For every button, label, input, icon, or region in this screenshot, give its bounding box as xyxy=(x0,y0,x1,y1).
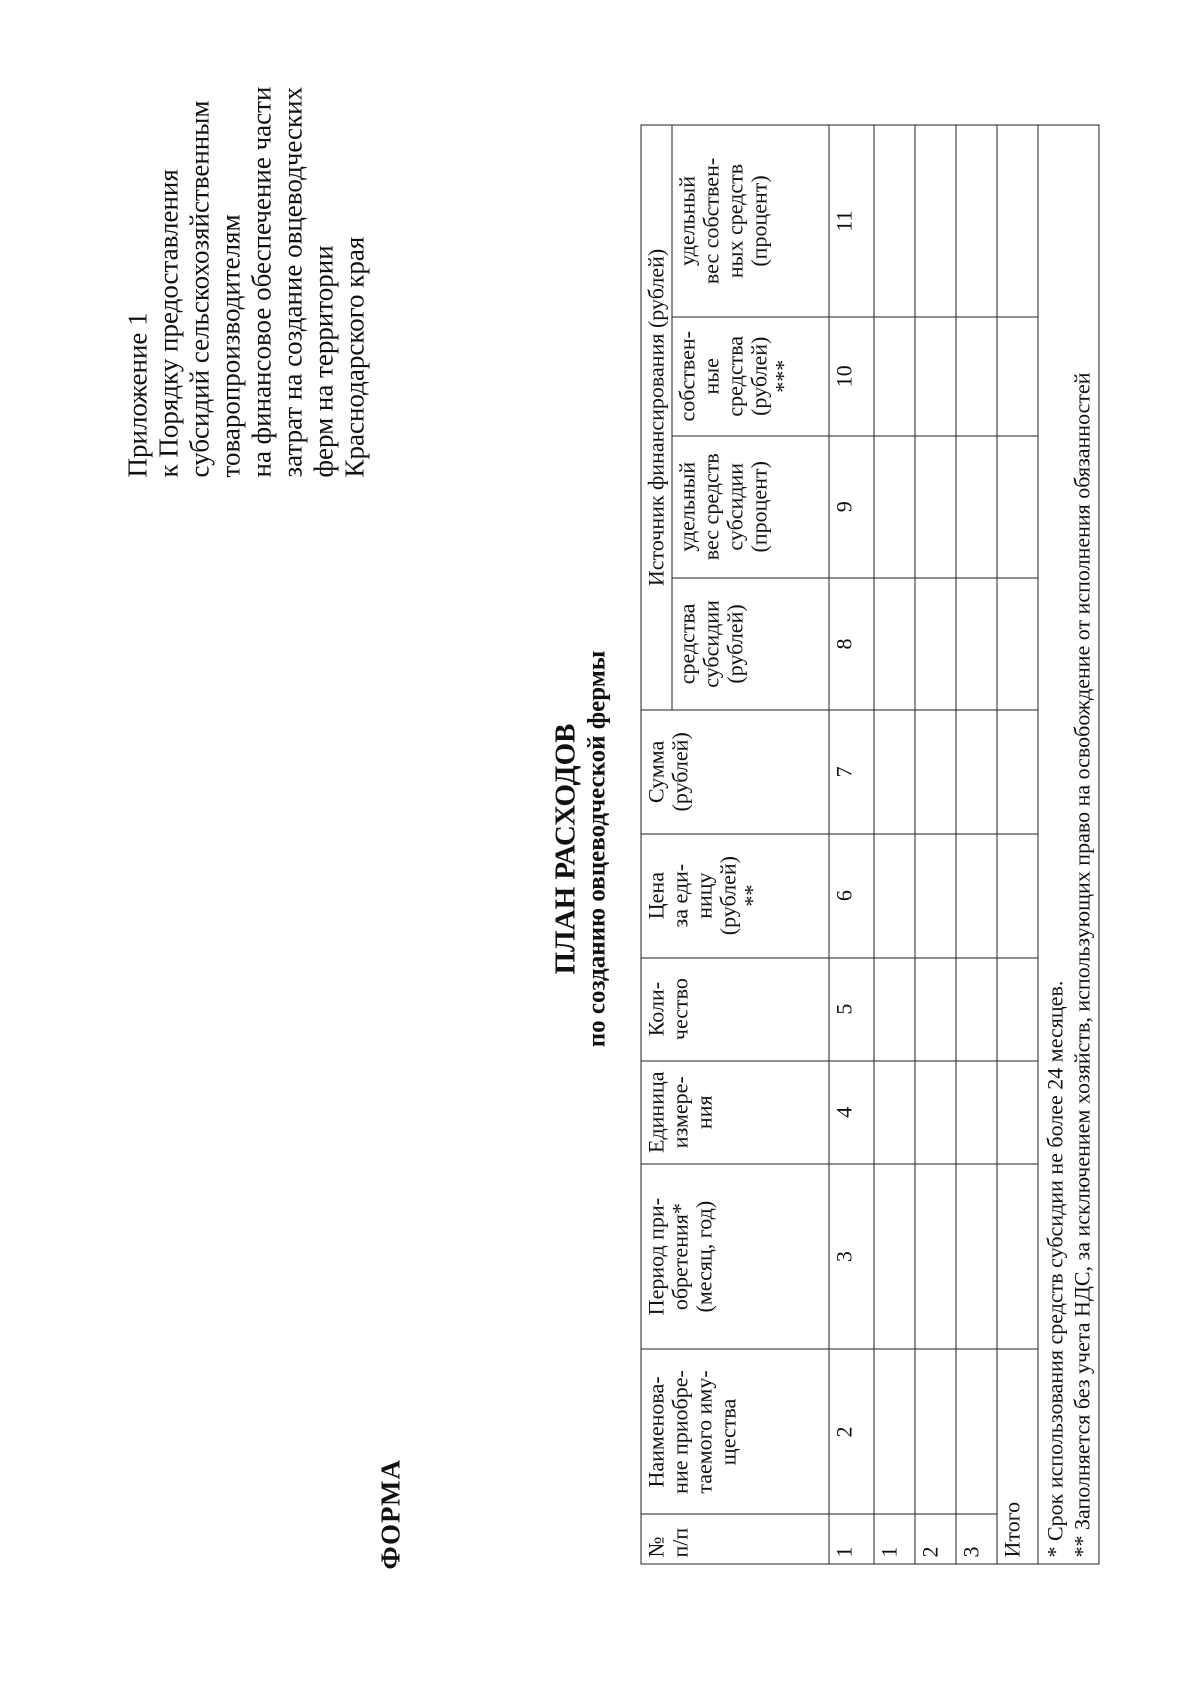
table-cell xyxy=(915,1349,956,1514)
table-cell xyxy=(915,957,956,1060)
table-cell xyxy=(956,1163,997,1349)
appendix-line: субсидий сельскохозяйственным xyxy=(184,100,214,477)
column-number: 2 xyxy=(829,1349,874,1514)
column-number: 1 xyxy=(829,1514,874,1564)
column-number: 11 xyxy=(829,125,874,317)
column-number: 5 xyxy=(829,957,874,1060)
table-cell xyxy=(874,1163,915,1349)
column-number: 10 xyxy=(829,316,874,435)
table-cell xyxy=(997,316,1038,435)
appendix-line: Краснодарского края xyxy=(339,236,369,477)
table-cell xyxy=(997,833,1038,957)
table-cell xyxy=(997,435,1038,577)
appendix-line: товаропроизводителям xyxy=(215,213,245,477)
header-unit: Единица измере- ния xyxy=(641,1060,829,1163)
header-acquisition-period: Период при- обретения* (месяц, год) xyxy=(641,1163,829,1349)
header-property-name: Наименова- ние приобре- таемого иму- щества xyxy=(641,1349,829,1514)
appendix-line: затрат на создание овцеводческих xyxy=(277,86,307,477)
plan-title: ПЛАН РАСХОДОВ xyxy=(549,722,581,975)
header-own-share: удельный вес собствен- ных средств (процент) xyxy=(672,125,829,317)
row-number: 1 xyxy=(874,1514,915,1564)
table-cell xyxy=(997,957,1038,1060)
header-funding-source: Источник финансирования (рублей) xyxy=(641,125,672,710)
plan-title-block xyxy=(548,0,612,1697)
form-label: ФОРМА xyxy=(375,1458,405,1569)
total-row xyxy=(997,125,1038,1564)
table-cell xyxy=(915,577,956,709)
column-numbers-row xyxy=(829,125,874,1564)
footnotes-cell xyxy=(1038,125,1099,1564)
table-row xyxy=(915,125,956,1564)
table-cell xyxy=(997,1163,1038,1349)
table-cell xyxy=(956,316,997,435)
table-cell xyxy=(956,709,997,833)
table-cell xyxy=(915,316,956,435)
table-cell xyxy=(874,577,915,709)
appendix-line: ферм на территории xyxy=(308,244,338,477)
table-cell xyxy=(997,709,1038,833)
column-number: 7 xyxy=(829,709,874,833)
appendix-line: к Порядку предоставления xyxy=(153,168,183,477)
table-cell xyxy=(874,709,915,833)
table-cell xyxy=(915,709,956,833)
table-cell xyxy=(915,833,956,957)
table-cell xyxy=(997,125,1038,317)
table-cell xyxy=(956,125,997,317)
header-unit-price: Цена за еди- ницу (рублей) ** xyxy=(641,833,829,957)
table-cell xyxy=(874,957,915,1060)
header-subsidy-share: удельный вес средств субсидии (процент) xyxy=(672,435,829,577)
table-cell xyxy=(874,125,915,317)
table-cell xyxy=(915,1163,956,1349)
table-cell xyxy=(874,833,915,957)
table-cell xyxy=(956,833,997,957)
table-cell xyxy=(874,1349,915,1514)
table-cell xyxy=(915,435,956,577)
table-cell xyxy=(956,957,997,1060)
plan-subtitle: по созданию овцеводческой фермы xyxy=(583,650,610,1047)
total-label: Итого xyxy=(997,1349,1038,1564)
footnotes-row xyxy=(1038,125,1099,1564)
row-number: 3 xyxy=(956,1514,997,1564)
table-row xyxy=(874,125,915,1564)
column-number: 4 xyxy=(829,1060,874,1163)
table-cell xyxy=(874,1060,915,1163)
appendix-line: Приложение 1 xyxy=(122,311,152,477)
table-cell xyxy=(956,435,997,577)
column-number: 6 xyxy=(829,833,874,957)
header-own-funds: собствен- ные средства (рублей) *** xyxy=(672,316,829,435)
table-cell xyxy=(956,577,997,709)
table-cell xyxy=(874,316,915,435)
table-cell xyxy=(915,1060,956,1163)
column-number: 9 xyxy=(829,435,874,577)
column-number: 8 xyxy=(829,577,874,709)
expense-plan-table xyxy=(640,124,1099,1564)
table-cell xyxy=(997,577,1038,709)
header-row xyxy=(641,125,672,1564)
header-subsidy-funds: средства субсидии (рублей) xyxy=(672,577,829,709)
table-cell xyxy=(874,435,915,577)
column-number: 3 xyxy=(829,1163,874,1349)
appendix-line: на финансовое обеспечение части xyxy=(246,86,276,477)
header-num: № п/п xyxy=(641,1514,829,1564)
footnote: * Срок использования средств субсидии не более 24 месяцев. xyxy=(1042,980,1067,1557)
footnote: ** Заполняется без учета НДС, за исключением хозяйств, использующих право на освобождение от исполнения обязанностей xyxy=(1069,371,1094,1557)
table-row xyxy=(956,125,997,1564)
table-cell xyxy=(956,1349,997,1514)
header-sum: Сумма (рублей) xyxy=(641,709,829,833)
table-cell xyxy=(997,1060,1038,1163)
appendix-block xyxy=(122,86,370,477)
header-quantity: Коли- чество xyxy=(641,957,829,1060)
table-cell xyxy=(956,1060,997,1163)
row-number: 2 xyxy=(915,1514,956,1564)
table-cell xyxy=(915,125,956,317)
